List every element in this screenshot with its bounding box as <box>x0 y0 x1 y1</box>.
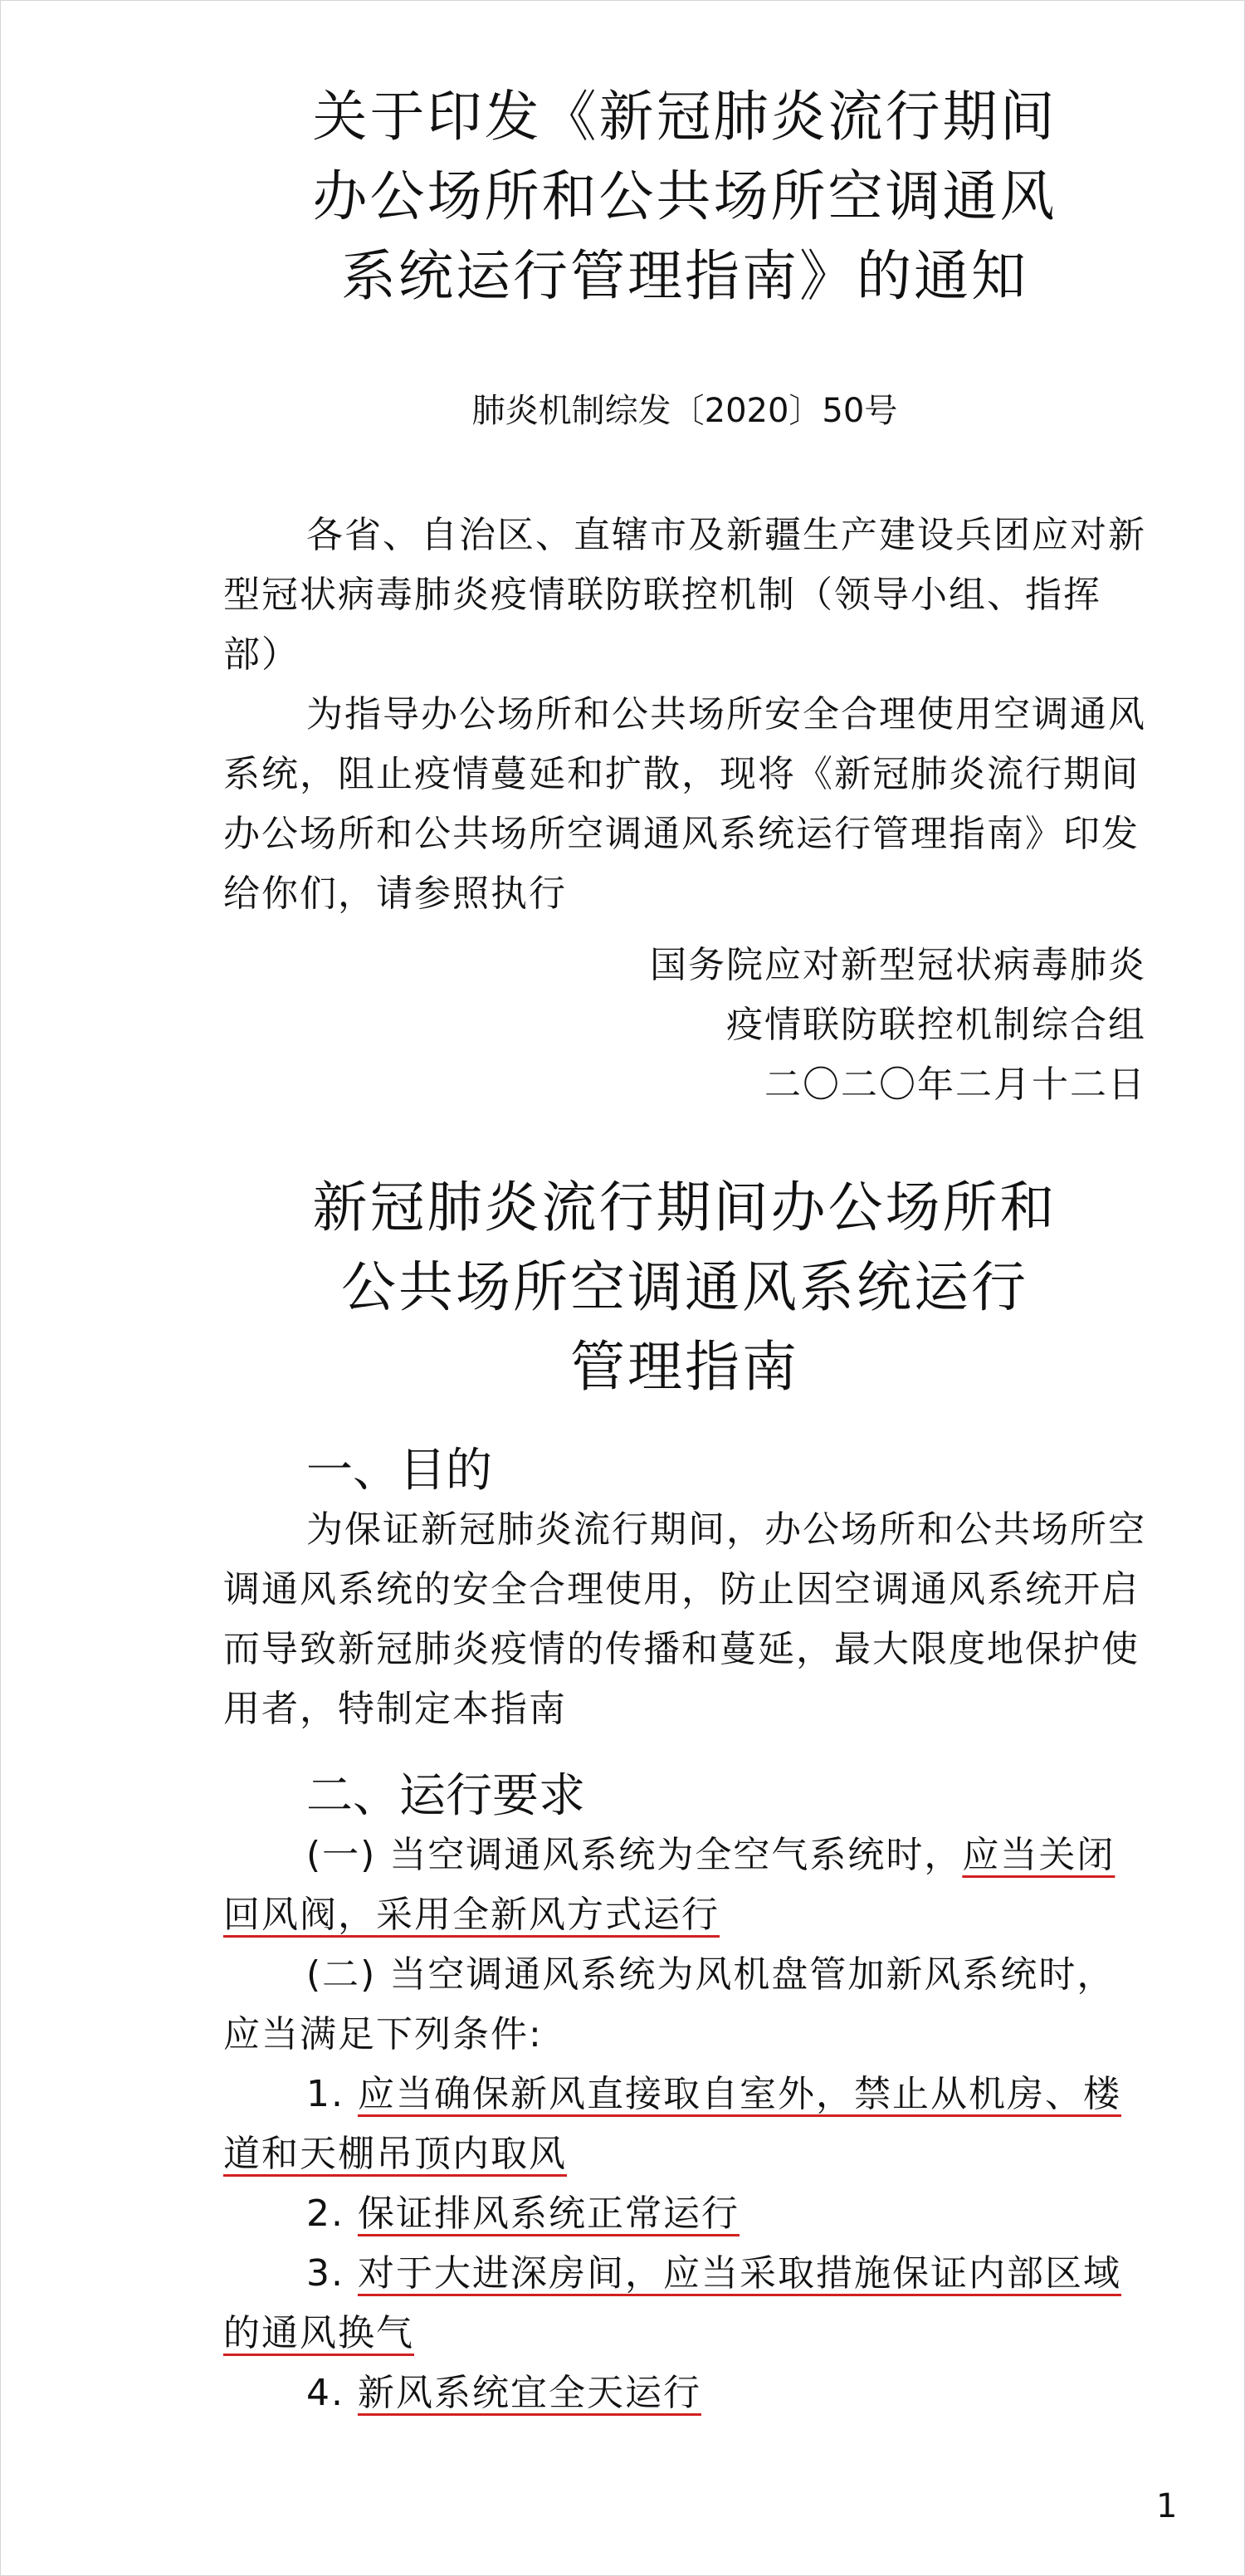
guide-title-line: 公共场所空调通风系统运行 <box>341 1255 1028 1319</box>
notice-title-line: 关于印发《新冠肺炎流行期间 <box>312 85 1057 149</box>
highlighted-requirement: 应当关闭回风阀，采用全新风方式运行 <box>223 1834 1116 1936</box>
document-number: 肺炎机制综发〔2020〕50号 <box>471 392 898 430</box>
notice-text: 为指导办公场所和公共场所安全合理使用空调通风系统，阻止疫情蔓延和扩散，现将《新冠肺炎流行期间办公场所和公共场所空调通风系统运行管理指南》印发给你们，请参照执行 <box>223 693 1146 915</box>
section-purpose <box>223 1442 1146 1739</box>
section-requirements <box>223 1767 1146 2423</box>
signature-line: 疫情联防联控机制综合组 <box>726 1004 1146 1046</box>
signature-date: 二〇二〇年二月十二日 <box>764 1063 1146 1106</box>
section-heading: 二、运行要求 <box>306 1769 585 1823</box>
signature-block <box>223 936 1146 1115</box>
notice-title <box>223 77 1146 316</box>
condition-item <box>223 2244 1146 2363</box>
condition-number: 2. <box>306 2192 358 2235</box>
guide-title-line: 管理指南 <box>570 1335 799 1399</box>
notice-body <box>223 506 1146 924</box>
signature-line: 国务院应对新型冠状病毒肺炎 <box>650 944 1146 986</box>
section-heading: 一、目的 <box>306 1444 492 1498</box>
condition-text: 对于大进深房间，应当采取措施保证内部区域的通风换气 <box>223 2252 1121 2354</box>
recipients: 各省、自治区、直辖市及新疆生产建设兵团应对新型冠状病毒肺炎疫情联防联控机制（领导小组、指挥部） <box>223 514 1146 676</box>
requirement-item <box>223 1826 1146 1945</box>
condition-item <box>223 2363 1146 2423</box>
condition-item <box>223 2184 1146 2244</box>
requirement-item: (二) 当空调通风系统为风机盘管加新风系统时，应当满足下列条件: <box>223 1953 1116 2055</box>
condition-number: 4. <box>306 2372 358 2414</box>
notice-title-line: 办公场所和公共场所空调通风 <box>312 164 1057 228</box>
section-text: 为保证新冠肺炎流行期间，办公场所和公共场所空调通风系统的安全合理使用，防止因空调通风系统开启而导致新冠肺炎疫情的传播和蔓延，最大限度地保护使用者，特制定本指南 <box>223 1508 1146 1730</box>
condition-text: 应当确保新风直接取自室外，禁止从机房、楼道和天棚吊顶内取风 <box>223 2073 1121 2175</box>
condition-number: 1. <box>306 2073 358 2115</box>
guide-title <box>223 1168 1146 1407</box>
guide-title-line: 新冠肺炎流行期间办公场所和 <box>312 1176 1057 1239</box>
condition-text: 新风系统宜全天运行 <box>357 2372 701 2414</box>
condition-text: 保证排风系统正常运行 <box>357 2192 740 2235</box>
requirement-prefix: (一) 当空调通风系统为全空气系统时， <box>306 1834 963 1876</box>
condition-item <box>223 2065 1146 2184</box>
page-number: 1 <box>1156 2487 1178 2525</box>
notice-title-line: 系统运行管理指南》的通知 <box>341 244 1028 308</box>
condition-number: 3. <box>306 2252 358 2295</box>
